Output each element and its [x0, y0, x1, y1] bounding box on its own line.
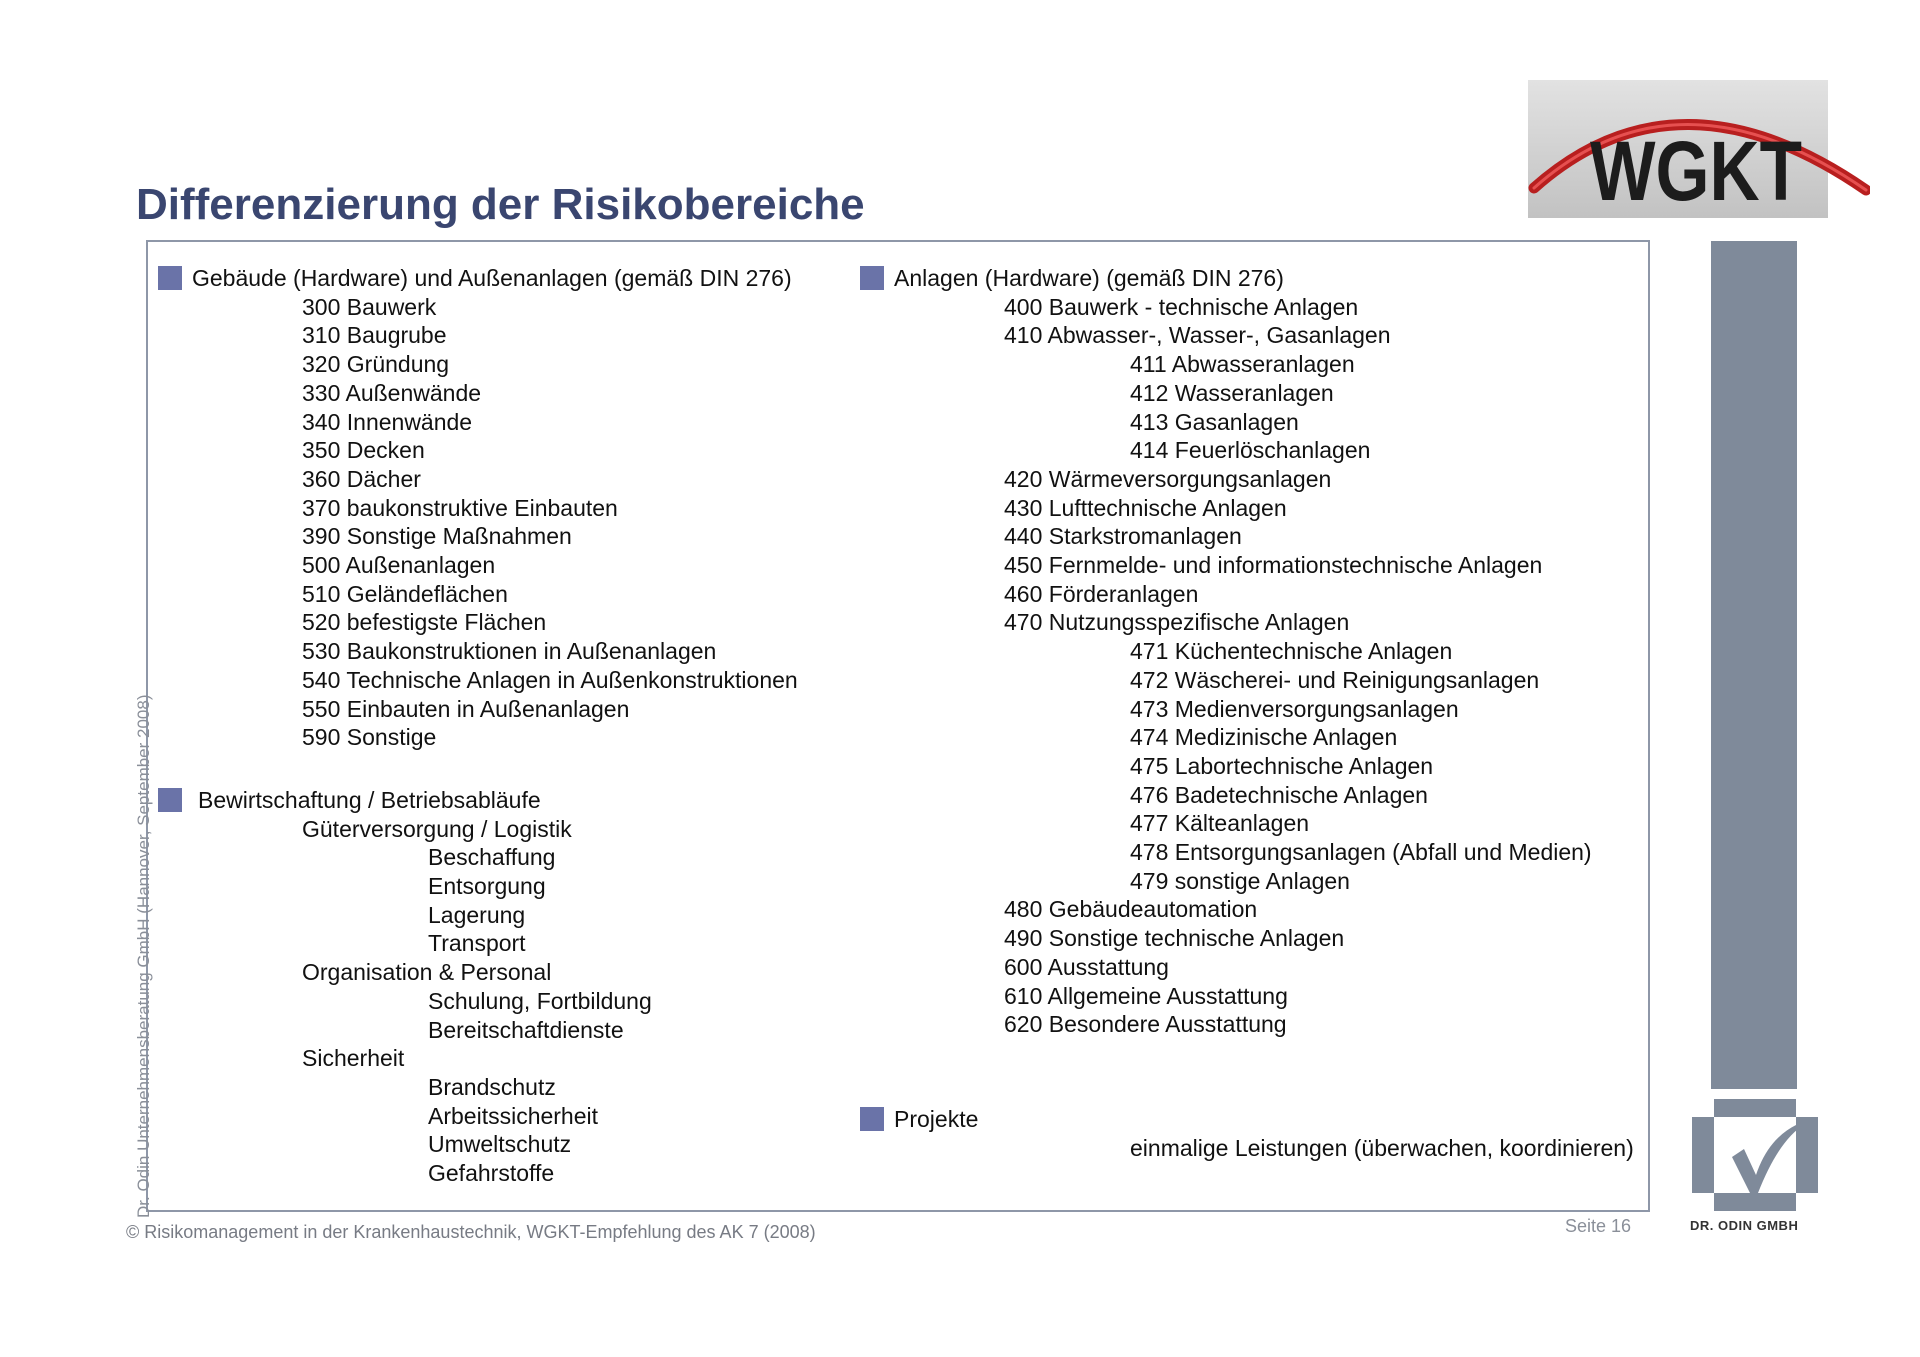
- right-column: [860, 264, 1640, 1162]
- list-item: 474 Medizinische Anlagen: [1130, 724, 1398, 751]
- list-item: 330 Außenwände: [302, 379, 482, 406]
- company-name: DR. ODIN GMBH: [1690, 1218, 1799, 1233]
- vertical-copyright: Dr. Odin Unternehmensberatung GmbH (Hannover, September 2008): [134, 694, 153, 1218]
- list-item: 411 Abwasseranlagen: [1130, 351, 1355, 378]
- list-item: 620 Besondere Ausstattung: [1004, 1011, 1287, 1038]
- list-item: Lagerung: [428, 901, 526, 928]
- list-item: 540 Technische Anlagen in Außenkonstruktionen: [302, 666, 798, 693]
- list-item: Brandschutz: [428, 1073, 556, 1100]
- square-bullet-icon: [860, 266, 884, 290]
- list-item: 476 Badetechnische Anlagen: [1130, 781, 1428, 808]
- subgroup-label: Organisation & Personal: [302, 959, 552, 986]
- list-item: Entsorgung: [428, 873, 546, 900]
- footer-text: © Risikomanagement in der Krankenhaustechnik, WGKT-Empfehlung des AK 7 (2008): [126, 1222, 816, 1242]
- wgkt-logo: [1528, 80, 1870, 218]
- list-item: Transport: [428, 930, 526, 957]
- list-item: 460 Förderanlagen: [1004, 580, 1199, 607]
- page-number: Seite 16: [1565, 1216, 1632, 1236]
- list-item: Bereitschaftdienste: [428, 1016, 624, 1043]
- list-item: 390 Sonstige Maßnahmen: [302, 523, 572, 550]
- list-item: 510 Geländeflächen: [302, 580, 508, 607]
- list-item: 610 Allgemeine Ausstattung: [1004, 982, 1288, 1009]
- projects-detail: einmalige Leistungen (überwachen, koordinieren): [1130, 1134, 1634, 1161]
- list-item: 440 Starkstromanlagen: [1004, 523, 1242, 550]
- list-item: 414 Feuerlöschanlagen: [1130, 437, 1371, 464]
- list-item: 479 sonstige Anlagen: [1130, 867, 1350, 894]
- operations-list: [158, 815, 848, 1188]
- subgroup-label: Sicherheit: [302, 1045, 405, 1072]
- list-item: 490 Sonstige technische Anlagen: [1004, 925, 1345, 952]
- list-item: 410 Abwasser-, Wasser-, Gasanlagen: [1004, 322, 1391, 349]
- list-item: Schulung, Fortbildung: [428, 987, 652, 1014]
- list-item: 320 Gründung: [302, 351, 450, 378]
- list-item: 600 Ausstattung: [1004, 953, 1169, 980]
- section-heading-building: [158, 264, 848, 293]
- list-item: 550 Einbauten in Außenanlagen: [302, 695, 630, 722]
- sidebar-bar: [1711, 241, 1797, 1089]
- list-item: 475 Labortechnische Anlagen: [1130, 752, 1434, 779]
- left-column: [158, 264, 848, 1188]
- list-item: 413 Gasanlagen: [1130, 408, 1299, 435]
- heading-text: Gebäude (Hardware) und Außenanlagen (gemäß DIN 276): [192, 265, 792, 291]
- content-box: [146, 240, 1650, 1212]
- list-item: 400 Bauwerk - technische Anlagen: [1004, 293, 1359, 320]
- list-item: Gefahrstoffe: [428, 1160, 555, 1187]
- list-item: 480 Gebäudeautomation: [1004, 896, 1258, 923]
- list-item: 412 Wasseranlagen: [1130, 379, 1334, 406]
- list-item: 420 Wärmeversorgungsanlagen: [1004, 465, 1332, 492]
- list-item: 520 befestigste Flächen: [302, 609, 547, 636]
- section-heading-projects: [860, 1105, 1640, 1134]
- list-item: 450 Fernmelde- und informationstechnische Anlagen: [1004, 552, 1543, 579]
- square-bullet-icon: [158, 266, 182, 290]
- page-title: Differenzierung der Risikobereiche: [136, 180, 865, 229]
- list-item: 370 baukonstruktive Einbauten: [302, 494, 618, 521]
- section-heading-systems: [860, 264, 1640, 293]
- list-item: 471 Küchentechnische Anlagen: [1130, 638, 1453, 665]
- list-item: 300 Bauwerk: [302, 293, 437, 320]
- list-item: Arbeitssicherheit: [428, 1102, 599, 1129]
- list-item: 590 Sonstige: [302, 724, 437, 751]
- section-heading-operations: [158, 786, 848, 815]
- list-item: 470 Nutzungsspezifische Anlagen: [1004, 609, 1350, 636]
- check-icon: [1692, 1099, 1818, 1211]
- list-item: 500 Außenanlagen: [302, 552, 496, 579]
- list-item: 350 Decken: [302, 437, 425, 464]
- systems-list: [860, 293, 1640, 1039]
- list-item: 478 Entsorgungsanlagen (Abfall und Medien): [1130, 839, 1592, 866]
- list-item: 360 Dächer: [302, 465, 421, 492]
- square-bullet-icon: [860, 1107, 884, 1131]
- list-item: 430 Lufttechnische Anlagen: [1004, 494, 1287, 521]
- svg-text:WGKT: WGKT: [1590, 124, 1802, 218]
- heading-text: Bewirtschaftung / Betriebsabläufe: [198, 786, 541, 813]
- list-item: 340 Innenwände: [302, 408, 473, 435]
- square-bullet-icon: [158, 788, 182, 812]
- list-item: 530 Baukonstruktionen in Außenanlagen: [302, 638, 717, 665]
- list-item: 472 Wäscherei- und Reinigungsanlagen: [1130, 666, 1540, 693]
- heading-text: Anlagen (Hardware) (gemäß DIN 276): [894, 265, 1284, 291]
- list-item: 477 Kälteanlagen: [1130, 810, 1310, 837]
- list-item: Beschaffung: [428, 844, 556, 871]
- subgroup-label: Güterversorgung / Logistik: [302, 815, 572, 842]
- list-item: Umweltschutz: [428, 1131, 572, 1158]
- heading-text: Projekte: [894, 1105, 979, 1132]
- list-item: 310 Baugrube: [302, 322, 447, 349]
- list-item: 473 Medienversorgungsanlagen: [1130, 695, 1459, 722]
- building-list: [158, 293, 848, 752]
